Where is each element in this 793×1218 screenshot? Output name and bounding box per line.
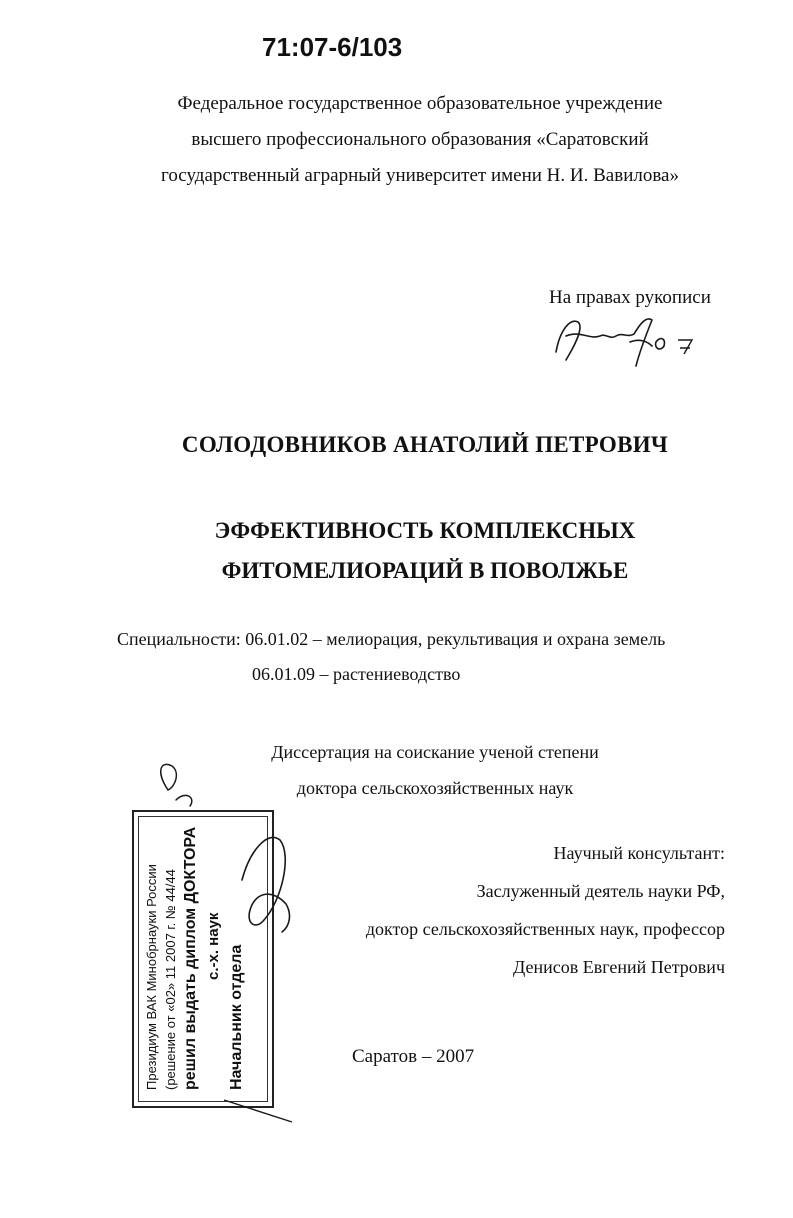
stamp-line-2: (решение от «02» 11 2007 г. № 44/44 xyxy=(163,869,178,1090)
stamp-line-3: решил выдать диплом ДОКТОРА xyxy=(182,826,199,1090)
specialty-line-2: 06.01.09 – растениеводство xyxy=(252,664,461,684)
consultant-heading: Научный консультант: xyxy=(553,843,725,863)
document-code: 71:07-6/103 xyxy=(262,32,403,62)
institution-name xyxy=(120,86,720,194)
vak-stamp xyxy=(132,810,274,1108)
dissertation-title xyxy=(150,511,700,591)
title-line-1: ЭФФЕКТИВНОСТЬ КОМПЛЕКСНЫХ xyxy=(214,518,636,543)
consultant-name: Денисов Евгений Петрович xyxy=(512,957,725,977)
consultant-honor: Заслуженный деятель науки РФ, xyxy=(476,881,725,901)
institution-line-1: Федеральное государственное образовательное учреждение xyxy=(177,93,663,114)
rights-note: На правах рукописи xyxy=(549,287,711,308)
place-year: Саратов – 2007 xyxy=(352,1046,475,1067)
stamp-line-1: Президиум ВАК Минобрнауки России xyxy=(144,864,159,1090)
author-name: СОЛОДОВНИКОВ АНАТОЛИЙ ПЕТРОВИЧ xyxy=(181,432,669,457)
title-line-2: ФИТОМЕЛИОРАЦИЙ В ПОВОЛЖЬЕ xyxy=(221,558,629,583)
degree-line-2: доктора сельскохозяйственных наук xyxy=(296,778,574,798)
stamp-line-5: Начальник отдела xyxy=(228,944,245,1090)
scientific-consultant xyxy=(300,834,725,986)
institution-line-2: высшего профессионального образования «Саратовский xyxy=(191,129,649,150)
stamp-text xyxy=(142,820,248,1090)
consultant-degree: доктор сельскохозяйственных наук, профессор xyxy=(365,919,725,939)
stamp-line-4: с.-х. наук xyxy=(205,912,222,980)
dissertation-degree xyxy=(200,734,670,806)
degree-line-1: Диссертация на соискание ученой степени xyxy=(271,742,599,762)
institution-line-3: государственный аграрный университет имени Н. И. Вавилова» xyxy=(161,165,679,186)
specialty-line-1: Специальности: 06.01.02 – мелиорация, рекультивация и охрана земель xyxy=(117,629,666,649)
